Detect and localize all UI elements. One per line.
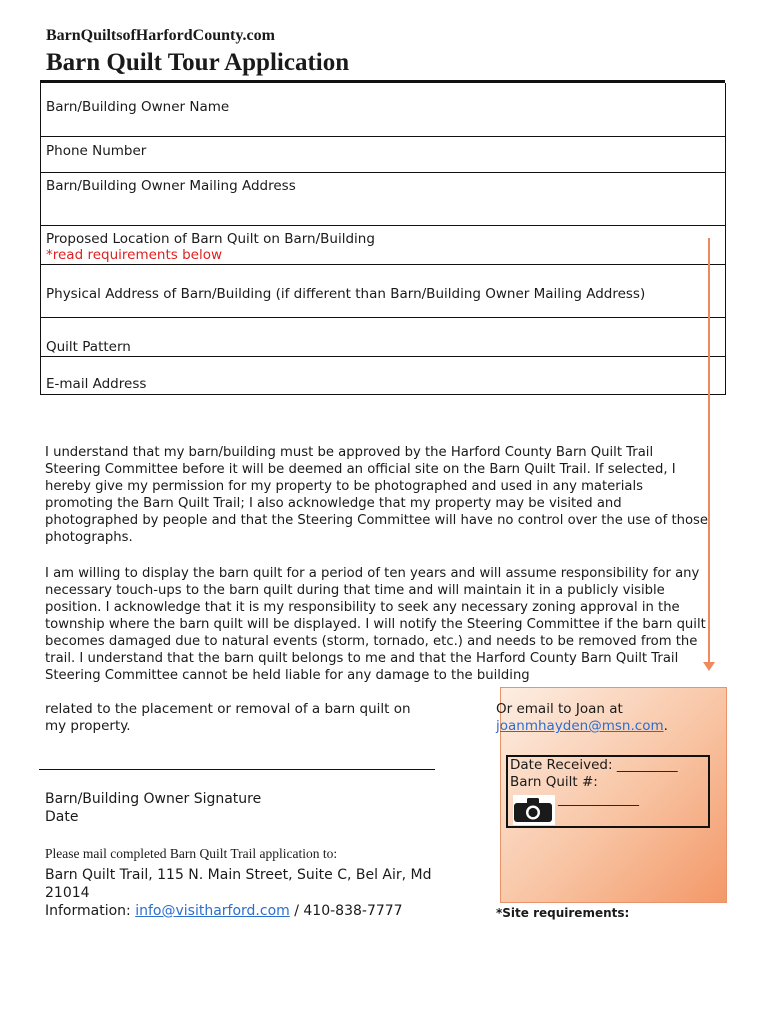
owner-name-label: Barn/Building Owner Name: [46, 99, 230, 115]
phone-label: Phone Number: [46, 143, 147, 159]
site-name: BarnQuiltsofHarfordCounty.com: [46, 27, 275, 44]
agreement-continuation: related to the placement or removal of a barn quilt on my property.: [45, 701, 411, 734]
signature-label: Barn/Building Owner Signature: [45, 791, 262, 807]
proposed-location-label: Proposed Location of Barn Quilt on Barn/Building: [46, 231, 375, 247]
arrow-connector: [708, 238, 710, 664]
page-title: Barn Quilt Tour Application: [46, 49, 350, 76]
email-label: E-mail Address: [46, 376, 147, 392]
email-field[interactable]: [40, 357, 726, 395]
site-requirements-heading: *Site requirements:: [496, 906, 630, 920]
joan-email-link[interactable]: joanmhayden@msn.com: [496, 718, 664, 734]
barn-quilt-number-line: ____________: [558, 791, 639, 807]
info-email-link[interactable]: info@visitharford.com: [135, 903, 290, 919]
arrow-down-icon: [703, 662, 715, 671]
date-received-label: Date Received: _________: [510, 757, 678, 773]
signature-block: [45, 790, 261, 826]
mailing-address-label: Barn/Building Owner Mailing Address: [46, 178, 296, 194]
proposed-location-field[interactable]: [40, 226, 726, 265]
agreement-paragraph-1: I understand that my barn/building must be approved by the Harford County Barn Quilt Trail Steering Committee before it will be deemed an official site on the Barn Quilt Trail. If selected, I hereby give my permission for my property to be photographed and used in any materials promoting the Barn Quilt Trail; I also acknowledge that my property may be visited and photographed by people and that the Steering Committee will have no control over the use of those photographs.: [45, 445, 709, 545]
physical-address-field[interactable]: [40, 265, 726, 318]
quilt-pattern-field[interactable]: [40, 318, 726, 357]
mailing-address: Barn Quilt Trail, 115 N. Main Street, Suite C, Bel Air, Md 21014: [45, 867, 432, 901]
barn-quilt-number-label: Barn Quilt #:: [510, 774, 598, 790]
email-contact: Or email to Joan at joanmhayden@msn.com.: [496, 701, 668, 734]
physical-address-label: Physical Address of Barn/Building (if different than Barn/Building Owner Mailing Address): [46, 286, 646, 302]
agreement-paragraph-2: I am willing to display the barn quilt for a period of ten years and will assume responsibility for any necessary touch-ups to the barn quilt during that time and will maintain it in a publicly visible position. I acknowledge that it is my responsibility to seek any necessary zoning approval in the township where the barn quilt will be displayed. I will notify the Steering Committee if the barn quilt becomes damaged due to natural events (storm, tornado, etc.) and needs to be removed from the trail. I understand that the barn quilt belongs to me and that the Harford County Barn Quilt Trail Steering Committee cannot be held liable for any damage to the building: [45, 566, 706, 683]
mail-instruction: Please mail completed Barn Quilt Trail application to:: [45, 846, 338, 861]
mailing-address-field[interactable]: [40, 173, 726, 226]
quilt-pattern-label: Quilt Pattern: [46, 339, 131, 355]
camera-icon: [513, 795, 555, 825]
application-form: [40, 83, 726, 395]
signature-line[interactable]: [39, 769, 435, 770]
phone-field[interactable]: [40, 137, 726, 173]
owner-name-field[interactable]: [40, 83, 726, 137]
date-label: Date: [45, 809, 79, 825]
mailing-address-block: Barn Quilt Trail, 115 N. Main Street, Suite C, Bel Air, Md 21014 Information: info@visitharford.com / 410-838-7777: [45, 866, 445, 920]
read-requirements-note: *read requirements below: [46, 247, 222, 263]
